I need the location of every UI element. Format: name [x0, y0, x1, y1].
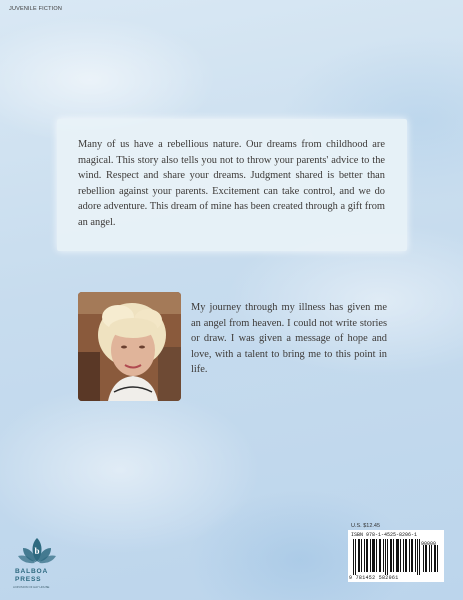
lotus-logo-icon: [17, 536, 57, 566]
author-photo: [78, 292, 181, 401]
price-label: U.S. $12.45: [351, 523, 381, 529]
genre-label: JUVENILE FICTION: [9, 6, 63, 12]
svg-text:b: b: [34, 546, 40, 556]
publisher-name: BALBOA: [15, 568, 49, 575]
barcode-number: 9 781452 582061: [349, 575, 399, 581]
author-bio: My journey through my illness has given me an angel from heaven. I could not write stories or draw. I was given a message of hope and love, with a talent to bring me to this point in life.: [191, 302, 387, 376]
author-portrait-illustration: [78, 292, 181, 401]
publisher-tagline: A DIVISION OF HAY HOUSE: [13, 585, 50, 589]
publisher-name-press: PRESS: [15, 576, 42, 583]
barcode-addon-number: 90000: [421, 541, 437, 547]
book-blurb: Many of us have a rebellious nature. Our dreams from childhood are magical. This story also tells you not to throw your parents' advice to the wind. Respect and share your dreams. Judgment shared is better than rebellion against your parents. Excitement can take control, and we do adore adventure. This dream of mine has been created through a gift from an angel.: [78, 139, 385, 228]
isbn-label: ISBN 978-1-4525-8206-1: [351, 532, 418, 538]
